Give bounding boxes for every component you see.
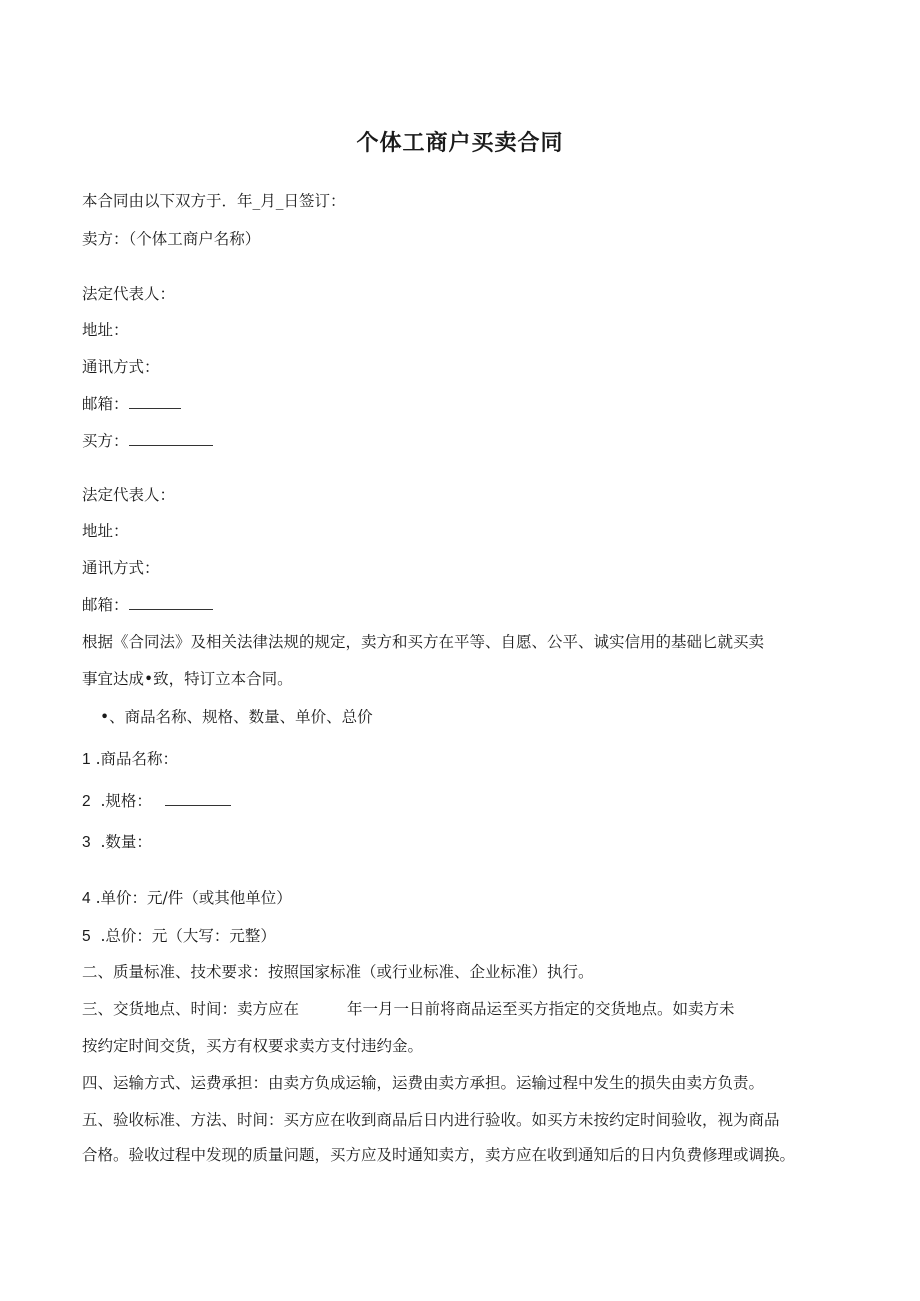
- item-1: [82, 748, 178, 771]
- section3-line-1: [82, 998, 735, 1020]
- buyer-name-blank: [129, 433, 213, 446]
- buyer-email-row: [82, 594, 213, 616]
- buyer-label-row: [82, 430, 213, 452]
- section2-quality: 二、质量标准、技术要求：按照国家标准（或行业标准、企业标准）执行。: [82, 963, 594, 981]
- section3-part-b: 年一月一日前将商品运至买方指定的交货地点。如卖方未: [347, 1000, 735, 1018]
- item-1-text: .商品名称：: [95, 750, 178, 768]
- basis-line-1: 根据《合同法》及相关法律法规的规定，卖方和买方在平等、自愿、公平、诚实信用的基础匕就买卖: [82, 633, 765, 651]
- item-1-number: 1: [82, 751, 91, 768]
- section4-transport: 四、运输方式、运费承担：由卖方负成运输，运费由卖方承担。运输过程中发生的损失由卖方负责。: [82, 1074, 765, 1092]
- item-3-number: 3: [82, 834, 91, 851]
- buyer-email-blank: [129, 597, 213, 610]
- item-3: [82, 831, 152, 854]
- spec-blank: [165, 793, 231, 806]
- seller-email-row: [82, 393, 181, 415]
- seller-contact: 通讯方式：: [82, 358, 160, 376]
- basis-line-2: 事宜达成•致，特订立本合同。: [82, 670, 293, 688]
- document-title: 个体工商户买卖合同: [356, 131, 564, 156]
- buyer-legal-rep: 法定代表人：: [82, 486, 176, 504]
- section3-line-2: 按约定时间交货，买方有权要求卖方支付违约金。: [82, 1037, 424, 1055]
- buyer-contact: 通讯方式：: [82, 559, 160, 577]
- item-4: [82, 887, 292, 910]
- item-5: [82, 925, 276, 948]
- seller-label: 卖方：（个体工商户名称）: [82, 230, 261, 248]
- item-2: [82, 790, 231, 813]
- item-5-number: 5: [82, 928, 91, 945]
- seller-email-blank: [129, 396, 181, 409]
- buyer-email-label: 邮箱：: [82, 596, 129, 614]
- item-2-text: .规格：: [100, 792, 152, 810]
- section1-heading: •、商品名称、规格、数量、单价、总价: [100, 708, 373, 726]
- section5-line-2: 合格。验收过程中发现的质量问题，买方应及时通知卖方，卖方应在收到通知后的日内负费修理或调换。: [82, 1146, 796, 1164]
- section3-part-a: 三、交货地点、时间：卖方应在: [82, 1000, 300, 1018]
- item-3-text: .数量：: [100, 833, 152, 851]
- buyer-label: 买方：: [82, 432, 129, 450]
- buyer-address: 地址：: [82, 522, 129, 540]
- seller-email-label: 邮箱：: [82, 395, 129, 413]
- item-4-text: .单价：元/件（或其他单位）: [95, 889, 292, 907]
- item-2-number: 2: [82, 793, 91, 810]
- item-4-number: 4: [82, 890, 91, 907]
- seller-legal-rep: 法定代表人：: [82, 285, 176, 303]
- section5-line-1: 五、验收标准、方法、时间：买方应在收到商品后日内进行验收。如买方未按约定时间验收，视为商品: [82, 1111, 780, 1129]
- item-5-text: .总价：元（大写：元整）: [100, 927, 276, 945]
- seller-address: 地址：: [82, 321, 129, 339]
- intro-line: 本合同由以下双方于．年_月_日签订：: [82, 192, 346, 210]
